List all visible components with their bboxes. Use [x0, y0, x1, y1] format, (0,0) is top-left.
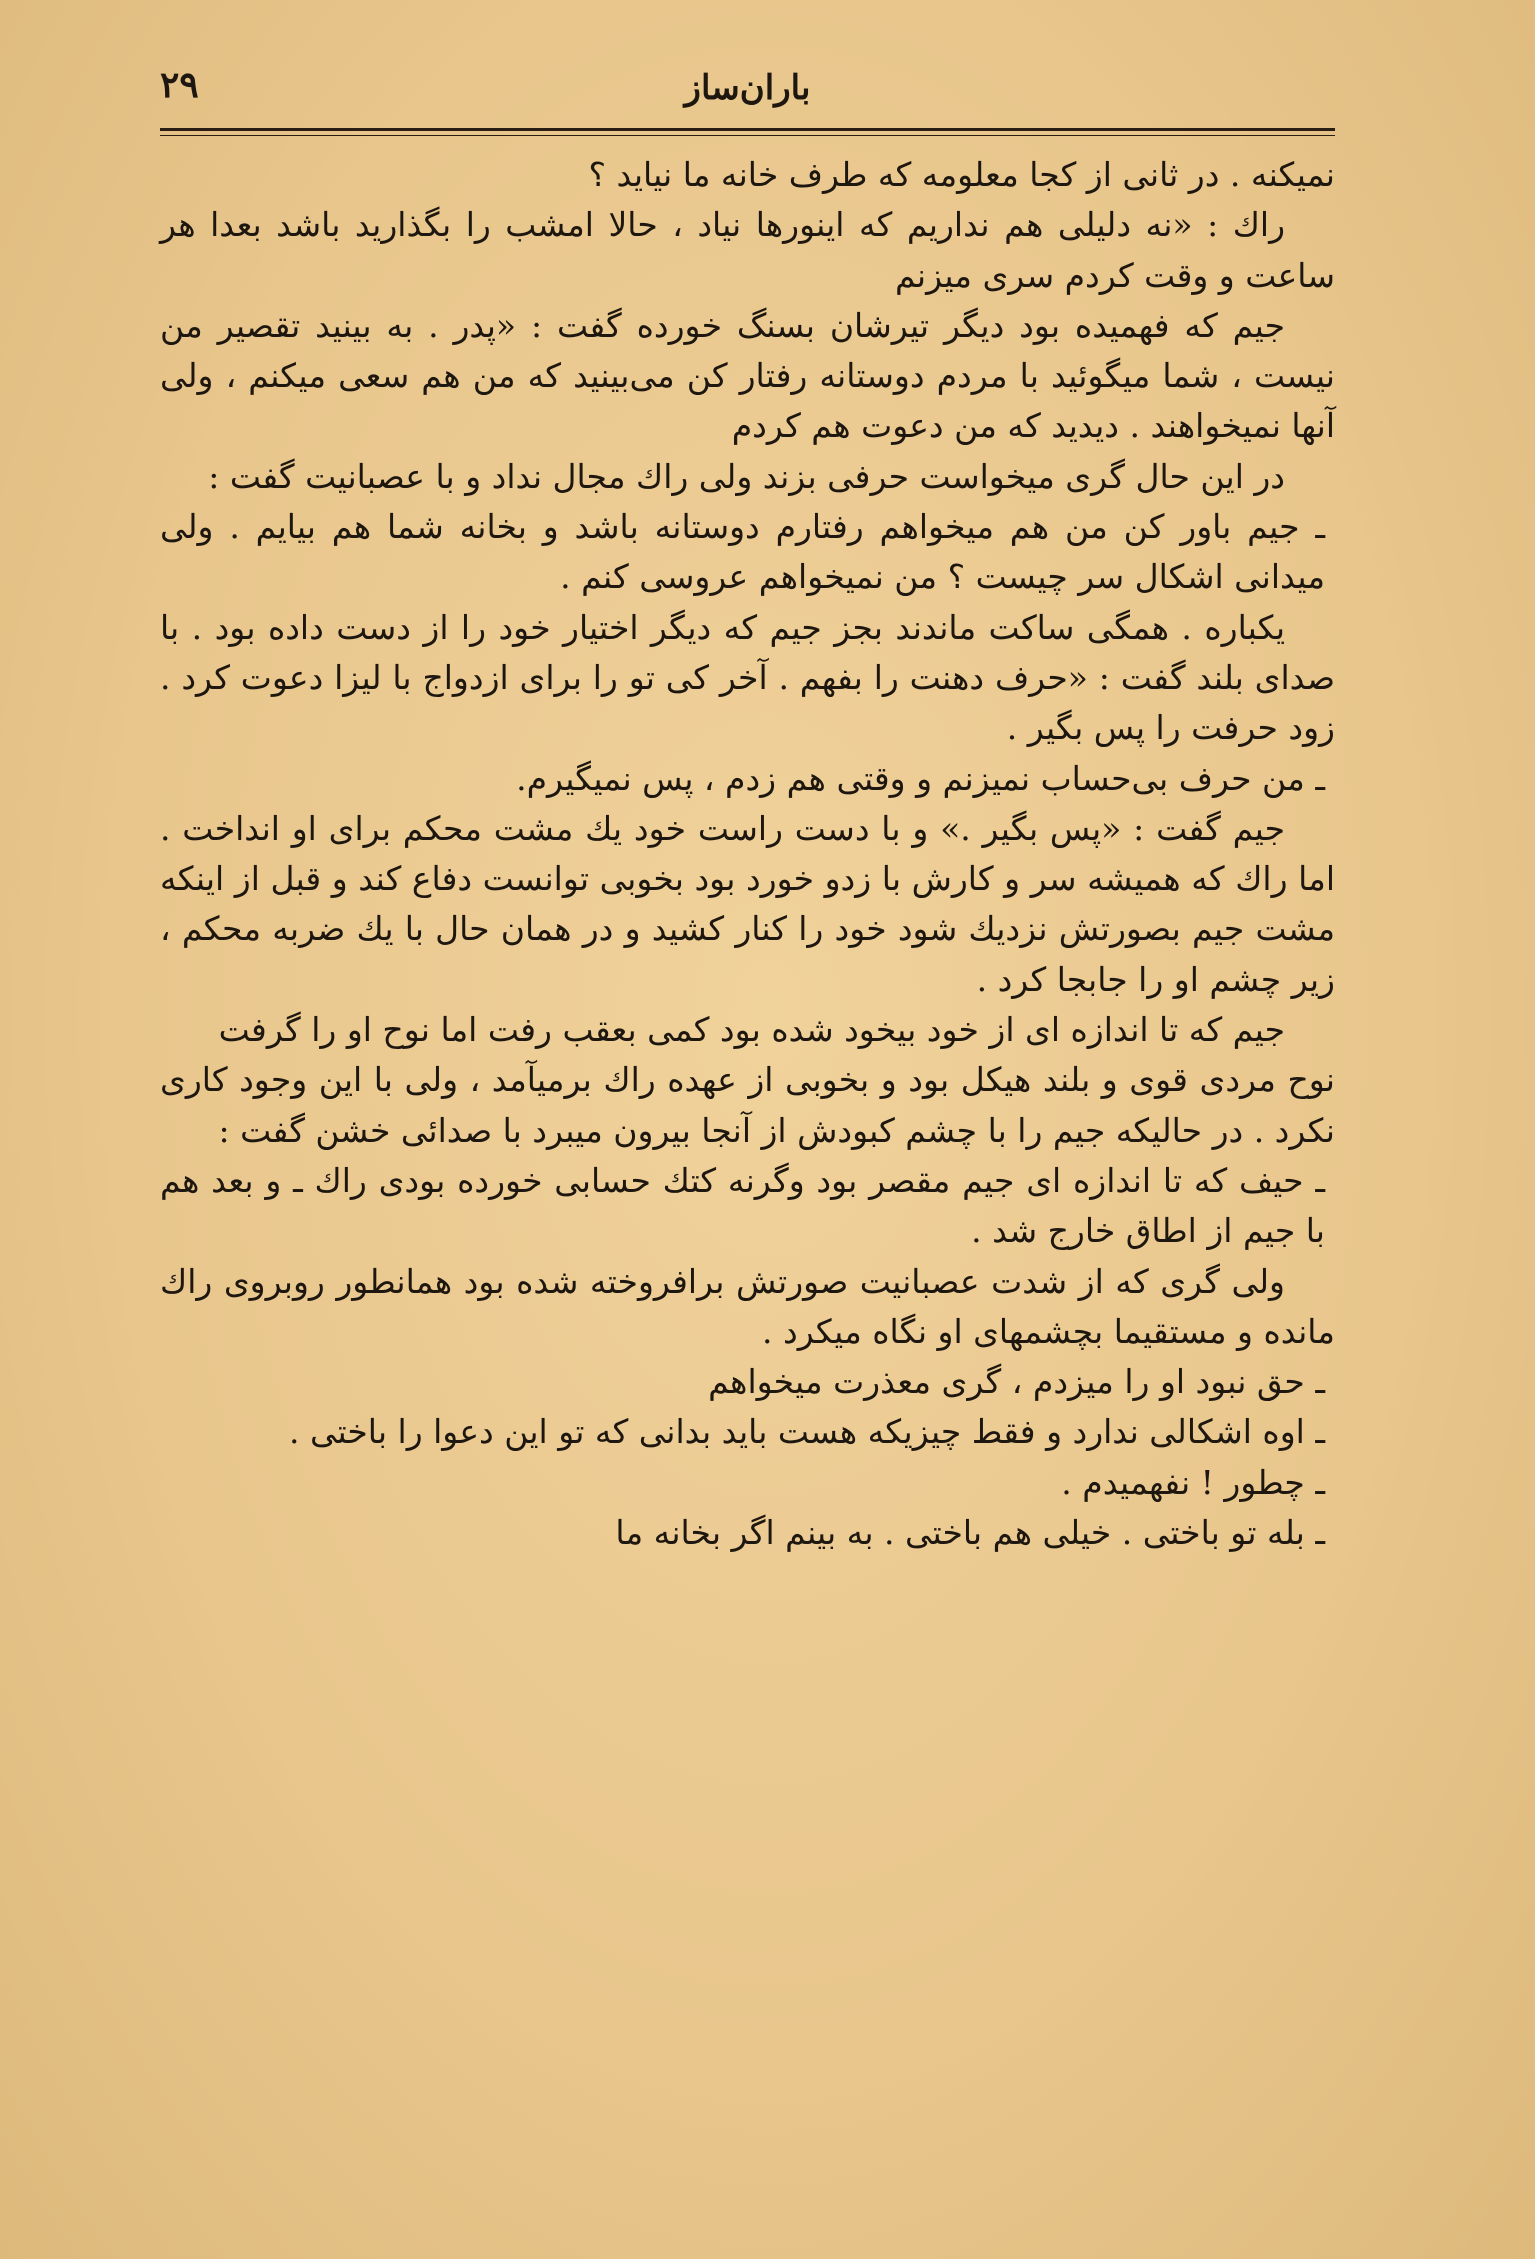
paragraph: یکباره . همگی ساکت ماندند بجز جیم که دیگر اختیار خود را از دست داده بود . با صدای بلند گفت : «حرف دهنت را بفهم . آخر کی تو را برای ازدواج با لیزا دعوت کرد . زود حرفت را پس بگیر . — [160, 607, 1335, 748]
dialogue-line: ـ چطور ! نفهمیدم . — [1061, 1462, 1325, 1502]
paragraph: جیم گفت : «پس بگیر .» و با دست راست خود یك مشت محکم برای او انداخت . اما راك که همیشه سر و کارش با زدو خورد بود بخوبی توانست دفاع کند و قبل از اینکه مشت جیم بصورتش نزدیك شود خود را کنار کشید و در همان حال با یك ضربه محکم ، زیر چشم او را جابجا کرد . — [160, 808, 1335, 999]
paragraph: نمیکنه . در ثانی از کجا معلومه که طرف خانه ما نیاید ؟ — [588, 155, 1335, 194]
header-rule — [160, 128, 1335, 136]
dialogue-line: ـ بله تو باختی . خیلی هم باختی . به بینم اگر بخانه ما — [615, 1513, 1325, 1553]
dialogue-line: ـ من حرف بی‌حساب نمیزنم و وقتی هم زدم ، پس نمیگیرم. — [516, 758, 1325, 798]
dialogue-line: ـ اوه اشکالی ندارد و فقط چیزیکه هست باید بدانی که تو این دعوا را باختی . — [288, 1412, 1325, 1452]
paragraph: جیم که فهمیده بود دیگر تیرشان بسنگ خورده گفت : «پدر . به بینید تقصیر من نیست ، شما میگوئید با مردم دوستانه رفتار کن می‌بینید که من هم سعی میکنم ، ولی آنها نمیخواهند . دیدید که من دعوت هم کردم — [160, 305, 1335, 446]
page-header — [160, 60, 1335, 130]
dialogue-line: ـ حیف که تا اندازه ای جیم مقصر بود وگرنه کتك حسابی خورده بودی راك ـ و بعد هم با جیم از اطاق خارج شد . — [160, 1160, 1325, 1251]
paragraph: ولی گری که از شدت عصبانیت صورتش برافروخته شده بود همانطور روبروی راك مانده و مستقیما بچشمهای او نگاه میکرد . — [160, 1261, 1335, 1351]
running-title: باران‌ساز — [684, 68, 811, 108]
paragraph: در این حال گری میخواست حرفی بزند ولی راك مجال نداد و با عصبانیت گفت : — [208, 456, 1285, 496]
body-text — [160, 150, 1335, 1558]
paragraph: راك : «نه دلیلی هم نداریم که اینورها نیاد ، حالا امشب را بگذارید باشد بعدا هر ساعت و وقت کردم سری میزنم — [160, 205, 1335, 295]
paragraph: نوح مردی قوی و بلند هیکل بود و بخوبی از عهده راك برمیآمد ، ولی با این وجود کاری نکرد . در حالیکه جیم را با چشم کبودش از آنجا بیرون میبرد با صدائی خشن گفت : — [160, 1060, 1335, 1150]
dialogue-line: ـ حق نبود او را میزدم ، گری معذرت میخواهم — [708, 1362, 1325, 1402]
page-number: ۲۹ — [160, 64, 199, 106]
paragraph: جیم که تا اندازه ای از خود بیخود شده بود کمی بعقب رفت اما نوح او را گرفت — [218, 1010, 1285, 1050]
dialogue-line: ـ جیم باور کن من هم میخواهم رفتارم دوستانه باشد و بخانه شما هم بیایم . ولی میدانی اشکال سر چیست ؟ من نمیخواهم عروسی کنم . — [160, 507, 1325, 597]
